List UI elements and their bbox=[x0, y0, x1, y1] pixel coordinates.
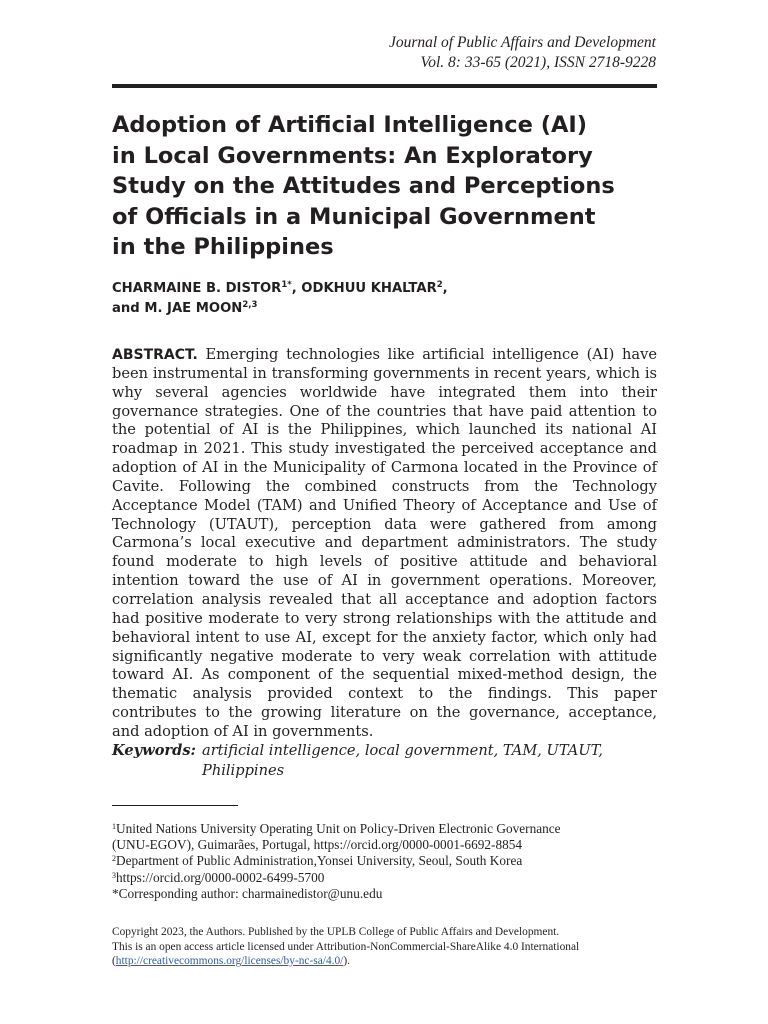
running-header bbox=[389, 33, 656, 73]
footnote-1-continued: (UNU-EGOV), Guimarães, Portugal, https://orcid.org/0000-0001-6692-8854 bbox=[112, 837, 523, 853]
author-line bbox=[112, 299, 657, 319]
title-line: of Officials in a Municipal Government bbox=[112, 203, 596, 230]
author-name: CHARMAINE B. DISTOR bbox=[112, 281, 282, 296]
author-name: M. JAE MOON bbox=[144, 301, 243, 316]
header-rule bbox=[112, 84, 657, 88]
title-line: Adoption of Artificial Intelligence (AI) bbox=[112, 112, 588, 138]
author-affiliation-mark: 2 bbox=[436, 280, 443, 290]
title-line: in the Philippines bbox=[112, 234, 334, 260]
keywords-label: Keywords: bbox=[112, 742, 196, 759]
corresponding-author: *Corresponding author: charmainedistor@unu.edu bbox=[112, 885, 383, 901]
keywords-list bbox=[202, 741, 622, 780]
author-separator: , bbox=[442, 281, 448, 296]
keywords-line: artificial intelligence, local government, TAM, UTAUT, bbox=[202, 742, 603, 759]
paren-close: ). bbox=[343, 955, 350, 968]
author-conjunction: and bbox=[112, 301, 145, 316]
author-affiliation-mark: 1* bbox=[281, 280, 292, 290]
journal-volume: Vol. 8: 33-65 (2021), ISSN 2718-9228 bbox=[420, 54, 656, 71]
author-affiliation-mark: 2,3 bbox=[242, 300, 258, 310]
copyright-notice bbox=[112, 925, 672, 969]
footnote-1 bbox=[112, 821, 657, 837]
license-link[interactable]: http://creativecommons.org/licenses/by-nc-sa/4.0/ bbox=[115, 955, 344, 968]
footnote-text: Department of Public Administration,Yonsei University, Seoul, South Korea bbox=[116, 853, 523, 869]
footnote-2 bbox=[112, 853, 657, 869]
keywords-line: Philippines bbox=[202, 761, 285, 779]
copyright-line: Copyright 2023, the Authors. Published by the UPLB College of Public Affairs and Development. bbox=[112, 926, 560, 938]
abstract-text: Emerging technologies like artificial intelligence (AI) have been instrumental in transforming governments in recent years, which is why several agencies worldwide have integrated them into their governance strategies. One of the countries that have paid attention to the potential of AI is the Philippines, which launched its national AI roadmap in 2021. This study investigated the perceived acceptance and adoption of AI in the Municipality of Carmona located in the Province of Cavite. Following the combined constructs from the Technology Acceptance Model (TAM) and Unified Theory of Acceptance and Use of Technology (UTAUT), perception data were gathered from among Carmona’s local executive and department administrators. The study found moderate to high levels of positive attitude and behavioral intention toward the use of AI in government operations. Moreover, correlation analysis revealed that all acceptance and adoption factors had positive moderate to very strong relationships with the attitude and behavioral intent to use AI, except for the anxiety factor, which only had significantly negative moderate to very weak correlation with attitude toward AI. As component of the sequential mixed-method design, the thematic analysis provided context to the findings. This paper contributes to the growing literature on the governance, acceptance, and adoption of AI in governments. bbox=[112, 346, 657, 740]
footnote-3 bbox=[112, 870, 657, 886]
paper-title bbox=[112, 110, 672, 263]
footnote-rule bbox=[112, 805, 238, 806]
author-separator: , bbox=[291, 281, 302, 296]
author-line bbox=[112, 279, 657, 299]
license-link-line bbox=[112, 954, 672, 969]
abstract bbox=[112, 346, 657, 742]
footnote-number: 2 bbox=[112, 854, 116, 864]
paren-open: ( bbox=[112, 955, 116, 968]
license-line: This is an open access article licensed under Attribution-NonCommercial-ShareAlike 4.0 International bbox=[112, 940, 580, 953]
title-line: in Local Governments: An Exploratory bbox=[112, 142, 593, 169]
author-list bbox=[112, 279, 657, 319]
author-name: ODKHUU KHALTAR bbox=[301, 281, 437, 296]
abstract-label: ABSTRACT. bbox=[112, 347, 198, 363]
footnote-number: 3 bbox=[112, 870, 116, 880]
footnote-number: 1 bbox=[112, 822, 116, 831]
footnote-text: https://orcid.org/0000-0002-6499-5700 bbox=[116, 869, 325, 885]
footnotes bbox=[112, 821, 657, 902]
title-line: Study on the Attitudes and Perceptions bbox=[112, 173, 615, 199]
footnote-text: United Nations University Operating Unit on Policy-Driven Electronic Governance bbox=[116, 821, 561, 836]
journal-name: Journal of Public Affairs and Development bbox=[388, 34, 656, 51]
